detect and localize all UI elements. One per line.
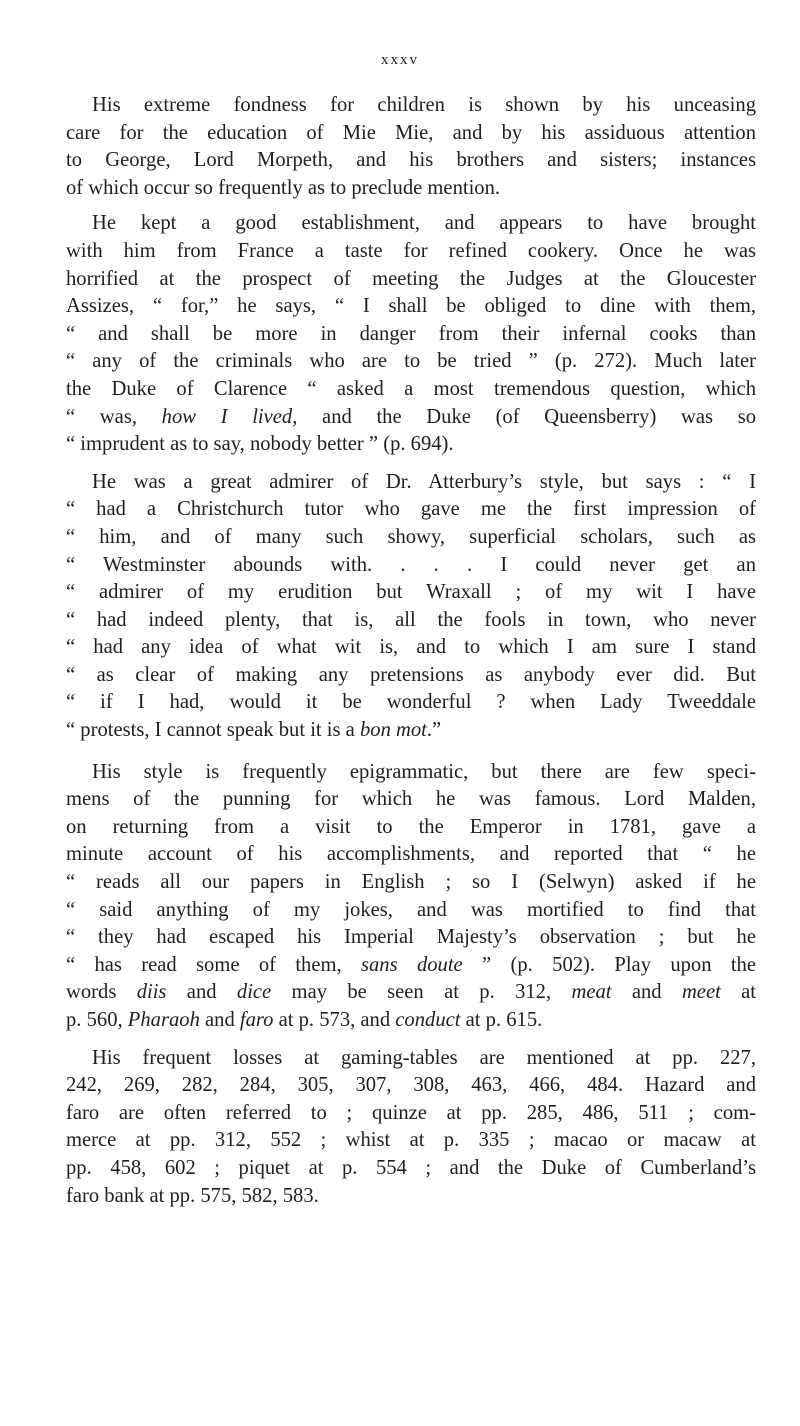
text-line: “ as clear of making any pretensions as anybody ever did. But <box>66 663 756 686</box>
text-line: “ said anything of my jokes, and was mortified to find that <box>66 898 756 921</box>
text-line: “ has read some of them, sans doute ” (p. 502). Play upon the <box>66 953 756 976</box>
text-line: “ was, how I lived, and the Duke (of Queensberry) was so <box>66 405 757 428</box>
text-line: “ and shall be more in danger from their infernal cooks than <box>66 322 756 345</box>
paragraph <box>66 1045 756 1211</box>
text-line: His style is frequently epigrammatic, but there are few speci- <box>92 760 756 783</box>
paragraph <box>66 210 756 458</box>
text-line: “ protests, I cannot speak but it is a bon mot.” <box>66 719 442 742</box>
page-number: xxxv <box>381 52 419 68</box>
text-line: His extreme fondness for children is shown by his unceasing <box>92 94 756 116</box>
text-line: “ any of the criminals who are to be tried ” (p. 272). Much later <box>66 350 756 373</box>
text-line: of which occur so frequently as to preclude mention. <box>66 176 501 199</box>
text-line: “ Westminster abounds with. . . . I could never get an <box>66 553 756 576</box>
text-line: p. 560, Pharaoh and faro at p. 573, and conduct at p. 615. <box>66 1009 543 1031</box>
text-line: the Duke of Clarence “ asked a most tremendous question, which <box>66 377 756 400</box>
text-line: “ had any idea of what wit is, and to which I am sure I stand <box>66 636 756 659</box>
text-line: pp. 458, 602 ; piquet at p. 554 ; and the Duke of Cumberland’s <box>66 1156 756 1179</box>
text-line: “ reads all our papers in English ; so I (Selwyn) asked if he <box>66 871 756 894</box>
text-line: faro bank at pp. 575, 582, 583. <box>66 1184 319 1207</box>
text-line: “ if I had, would it be wonderful ? when Lady Tweeddale <box>66 691 756 714</box>
paragraph <box>66 92 756 202</box>
text-line: “ admirer of my erudition but Wraxall ; of my wit I have <box>66 581 756 604</box>
text-line: mens of the punning for which he was famous. Lord Malden, <box>66 788 756 811</box>
text-line: He kept a good establishment, and appears to have brought <box>92 212 756 235</box>
text-line: care for the education of Mie Mie, and by his assiduous attention <box>66 121 756 144</box>
text-line: on returning from a visit to the Emperor in 1781, gave a <box>66 815 756 838</box>
text-line: with him from France a taste for refined cookery. Once he was <box>66 239 756 262</box>
text-line: horrified at the prospect of meeting the Judges at the Gloucester <box>66 267 756 290</box>
text-line: “ they had escaped his Imperial Majesty’s observation ; but he <box>66 926 756 949</box>
text-line: Assizes, “ for,” he says, “ I shall be obliged to dine with them, <box>66 295 756 318</box>
text-line: 242, 269, 282, 284, 305, 307, 308, 463, 466, 484. Hazard and <box>66 1074 756 1097</box>
paragraph <box>66 759 756 1035</box>
text-line: His frequent losses at gaming-tables are mentioned at pp. 227, <box>92 1046 756 1069</box>
paragraph <box>66 469 756 745</box>
text-line: merce at pp. 312, 552 ; whist at p. 335 ; macao or macaw at <box>66 1129 756 1152</box>
text-line: minute account of his accomplishments, and reported that “ he <box>66 843 756 866</box>
text-line: “ had a Christchurch tutor who gave me the first impression of <box>66 498 756 521</box>
text-line: “ had indeed plenty, that is, all the fools in town, who never <box>66 608 756 631</box>
text-line: “ him, and of many such showy, superficial scholars, such as <box>66 525 756 548</box>
text-line: to George, Lord Morpeth, and his brothers and sisters; instances <box>66 149 756 172</box>
text-line: He was a great admirer of Dr. Atterbury’s style, but says : “ I <box>92 470 756 493</box>
text-line: words diis and dice may be seen at p. 312, meat and meet at <box>66 981 757 1004</box>
text-line: “ imprudent as to say, nobody better ” (p. 694). <box>66 433 454 456</box>
page-body <box>66 92 756 1210</box>
text-line: faro are often referred to ; quinze at pp. 285, 486, 511 ; com- <box>66 1101 756 1124</box>
